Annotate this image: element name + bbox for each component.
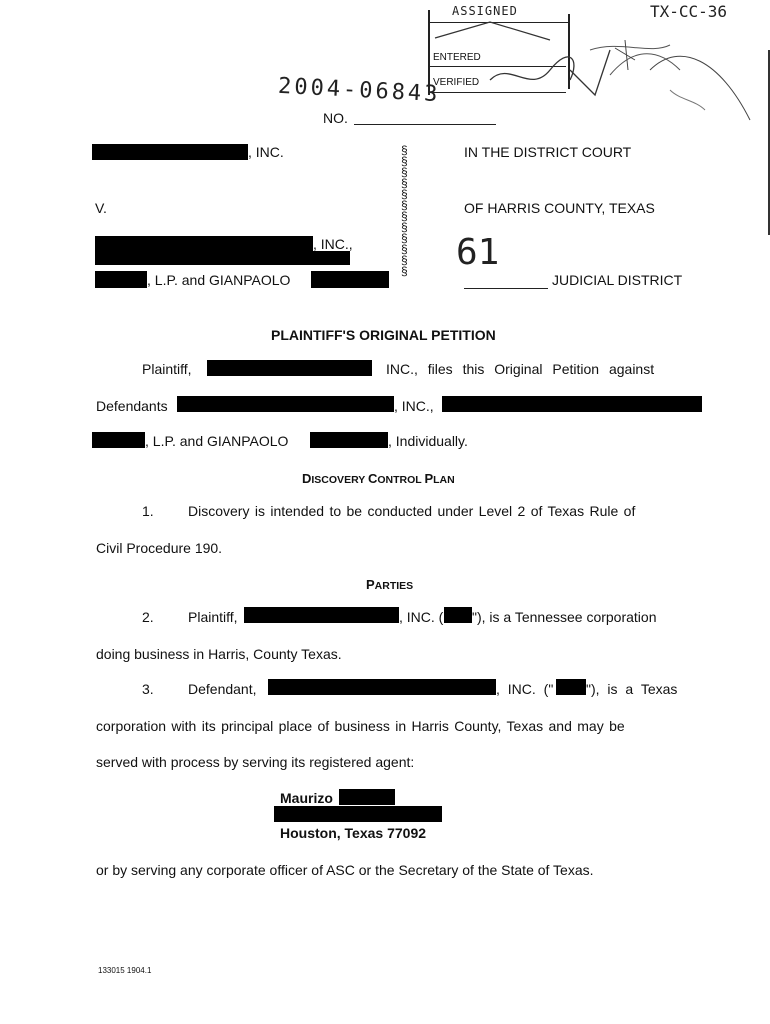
- court-line-2: OF HARRIS COUNTY, TEXAS: [464, 200, 655, 216]
- redaction: [95, 251, 350, 265]
- intro-line-2-start: Defendants: [96, 398, 168, 414]
- paragraph-1-line-2: Civil Procedure 190.: [96, 540, 223, 556]
- redaction: [339, 789, 395, 805]
- versus-label: V.: [95, 200, 107, 216]
- handwritten-district-number: 61: [456, 232, 500, 273]
- paragraph-number: 1.: [142, 503, 154, 519]
- intro-line-3-mid: , L.P. and GIANPAOLO: [145, 433, 289, 449]
- redaction: [92, 432, 145, 448]
- corner-code: TX-CC-36: [650, 2, 728, 21]
- paragraph-number: 2.: [142, 609, 154, 625]
- redaction: [268, 679, 496, 695]
- redaction: [310, 432, 388, 448]
- redaction: [95, 236, 313, 251]
- intro-line-2-mid: , INC.,: [394, 398, 434, 414]
- redaction: [95, 271, 147, 288]
- paragraph-2-end: "), is a Tennessee corporation: [472, 609, 657, 625]
- paragraph-2-mid: , INC. (: [399, 609, 444, 625]
- court-line-3: JUDICIAL DISTRICT: [552, 272, 683, 288]
- redaction: [442, 396, 702, 412]
- document-title: PLAINTIFF'S ORIGINAL PETITION: [271, 327, 496, 343]
- redaction: [274, 806, 442, 822]
- redaction: [207, 360, 372, 376]
- paragraph-2-line-2: doing business in Harris, County Texas.: [96, 646, 342, 662]
- paragraph-1-line-1: Discovery is intended to be conducted under Level 2 of Texas Rule of: [188, 503, 636, 519]
- paragraph-3-start: Defendant,: [188, 681, 257, 697]
- case-number-rule: [354, 124, 496, 125]
- discovery-heading: DISCOVERY CONTROL PLAN: [302, 471, 455, 486]
- closing-line: or by serving any corporate officer of ASC or the Secretary of the State of Texas.: [96, 862, 594, 878]
- court-line-1: IN THE DISTRICT COURT: [464, 144, 632, 160]
- handwritten-case-number: 2004-06843: [277, 73, 441, 108]
- document-footer-id: 133015 1904.1: [98, 966, 152, 975]
- intro-line-1-start: Plaintiff,: [142, 361, 192, 377]
- paragraph-3-line-3: served with process by serving its registered agent:: [96, 754, 415, 770]
- redaction: [444, 607, 472, 623]
- redaction: [244, 607, 399, 623]
- paragraph-3-line-2: corporation with its principal place of business in Harris County, Texas and may be: [96, 718, 625, 734]
- paragraph-2-start: Plaintiff,: [188, 609, 238, 625]
- paragraph-number: 3.: [142, 681, 154, 697]
- redaction: [92, 144, 248, 160]
- agent-name: Maurizo: [280, 790, 333, 806]
- intro-line-3-end: , Individually.: [388, 433, 468, 449]
- redaction: [311, 271, 389, 288]
- redaction: [556, 679, 586, 695]
- case-number-label: NO.: [323, 110, 348, 126]
- defendant1-suffix: , INC.,: [313, 236, 353, 252]
- section-symbols: § § § § § § § § § § § §: [401, 143, 408, 278]
- defendant2-suffix: , L.P. and GIANPAOLO: [147, 272, 291, 288]
- paragraph-3-mid: , INC. (": [496, 681, 554, 697]
- district-number-rule: [464, 288, 548, 289]
- agent-city: Houston, Texas 77092: [280, 825, 427, 841]
- paragraph-3-end: "), is a Texas: [586, 681, 678, 697]
- stamp-entered-label: ENTERED: [433, 52, 481, 63]
- plaintiff-name-suffix: , INC.: [248, 144, 284, 160]
- parties-heading: PARTIES: [366, 577, 414, 592]
- redaction: [177, 396, 394, 412]
- stamp-top-text: ASSIGNED: [452, 4, 518, 18]
- stamp-verified-label: VERIFIED: [433, 77, 480, 88]
- intro-line-1-end: INC., files this Original Petition against: [386, 361, 655, 377]
